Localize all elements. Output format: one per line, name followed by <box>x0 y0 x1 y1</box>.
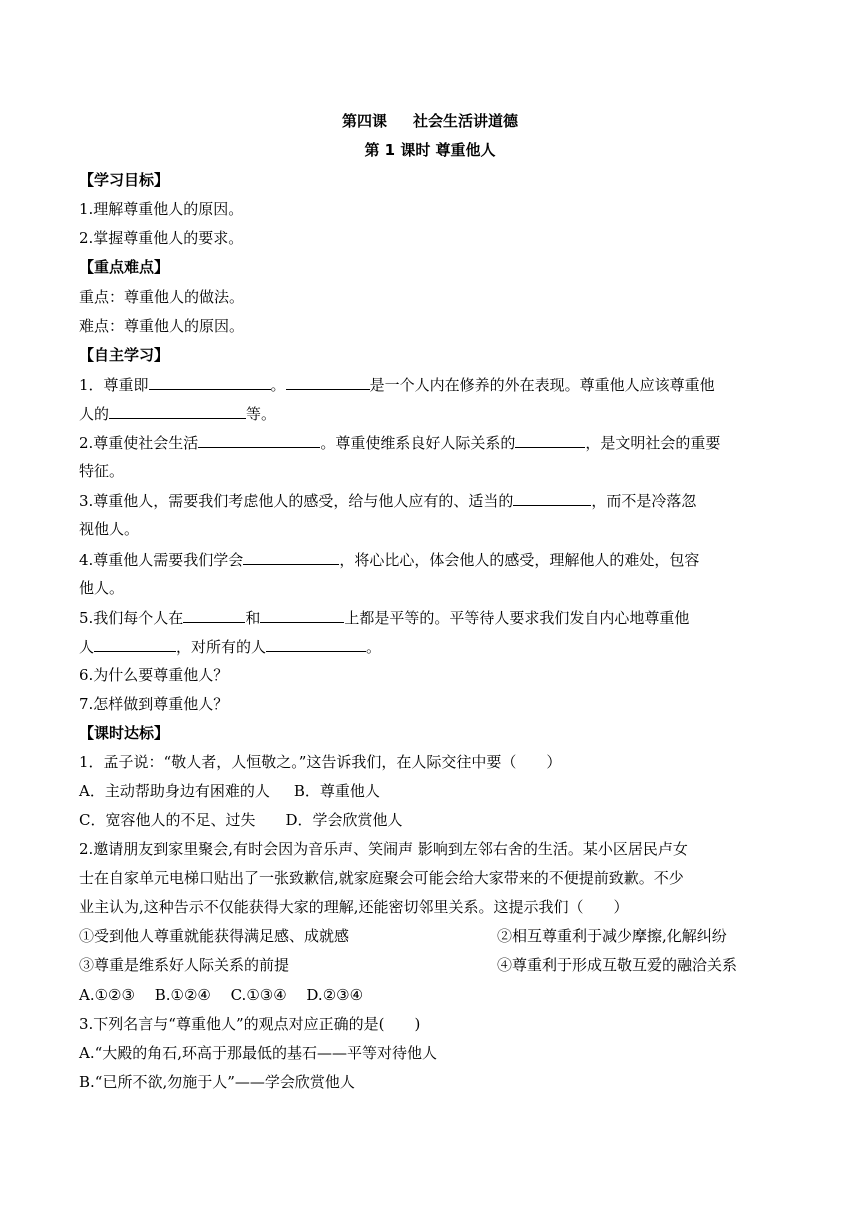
practice-q2-statements-3-4 <box>79 955 789 975</box>
section-self-study-heading: 【自主学习】 <box>79 346 170 364</box>
self-study-q3-line2: 视他人。 <box>79 520 140 538</box>
statement-4: ④尊重利于形成互敬互爱的融洽关系 <box>497 956 738 974</box>
fill-blank[interactable] <box>149 374 271 390</box>
goal-item: 1.理解尊重他人的原因。 <box>79 200 244 218</box>
fill-blank[interactable] <box>513 490 591 506</box>
option-a: A．主动帮助身边有困难的人 <box>79 782 270 800</box>
practice-q1-options-cd <box>79 810 789 830</box>
fill-blank[interactable] <box>515 432 585 448</box>
self-study-q2-line2: 特征。 <box>79 462 125 480</box>
section-goals-heading: 【学习目标】 <box>79 171 170 189</box>
lesson-title <box>0 110 860 131</box>
lesson-number: 第四课 <box>341 112 387 130</box>
self-study-q7: 7.怎样做到尊重他人？ <box>79 695 229 713</box>
self-study-q5-line2: 人 ，对所有的人 。 <box>79 638 382 656</box>
self-study-q2-line1: 2.尊重使社会生活 。尊重使维系良好人际关系的 ，是文明社会的重要 <box>79 434 721 452</box>
option-d: D．学会欣赏他人 <box>285 811 403 829</box>
practice-q3: 3.下列名言与“尊重他人”的观点对应正确的是( ) <box>79 1015 421 1033</box>
fill-blank[interactable] <box>94 636 176 652</box>
option-c: C．宽容他人的不足、过失 <box>79 811 256 829</box>
statement-1: ①受到他人尊重就能获得满足感、成就感 <box>79 927 350 945</box>
practice-q2-statements-1-2 <box>79 926 789 946</box>
fill-blank[interactable] <box>109 403 246 419</box>
fill-blank[interactable] <box>183 607 245 623</box>
self-study-q4-line2: 他人。 <box>79 579 125 597</box>
practice-q1-options-ab <box>79 781 789 801</box>
practice-q2-choices: A.①②③ B.①②④ C.①③④ D.②③④ <box>79 986 364 1004</box>
lesson-topic: 社会生活讲道德 <box>413 112 519 130</box>
self-study-q6: 6.为什么要尊重他人？ <box>79 666 229 684</box>
key-point: 重点：尊重他人的做法。 <box>79 288 245 306</box>
practice-q2-line3: 业主认为,这种告示不仅能获得大家的理解,还能密切邻里关系。这提示我们（ ） <box>79 898 629 916</box>
practice-q2-line2: 士在自家单元电梯口贴出了一张致歉信,就家庭聚会可能会给大家带来的不便提前致歉。不少 <box>79 869 684 887</box>
practice-q2-line1: 2.邀请朋友到家里聚会,有时会因为音乐声、笑闹声 影响到左邻右舍的生活。某小区居民卢女 <box>79 840 688 858</box>
self-study-q1-line2: 人的 等。 <box>79 405 277 423</box>
self-study-q4-line1: 4.尊重他人需要我们学会 ，将心比心，体会他人的感受，理解他人的难处，包容 <box>79 551 700 569</box>
fill-blank[interactable] <box>198 432 320 448</box>
self-study-q1-line1: 1．尊重即 。 是一个人内在修养的外在表现。尊重他人应该尊重他 <box>79 376 715 394</box>
lesson-subtitle: 第 1 课时 尊重他人 <box>364 141 496 159</box>
section-key-heading: 【重点难点】 <box>79 258 170 276</box>
practice-q1: 1．孟子说：“敬人者，人恒敬之。”这告诉我们，在人际交往中要（ ） <box>79 753 562 771</box>
statement-2: ②相互尊重利于减少摩擦,化解纠纷 <box>497 927 727 945</box>
fill-blank[interactable] <box>243 549 339 565</box>
fill-blank[interactable] <box>260 607 344 623</box>
practice-q3-option-b: B.“已所不欲,勿施于人”——学会欣赏他人 <box>79 1073 355 1091</box>
fill-blank[interactable] <box>266 636 366 652</box>
practice-q3-option-a: A.“大殿的角石,环高于那最低的基石——平等对待他人 <box>79 1044 438 1062</box>
goal-item: 2.掌握尊重他人的要求。 <box>79 229 244 247</box>
section-practice-heading: 【课时达标】 <box>79 724 170 742</box>
statement-3: ③尊重是维系好人际关系的前提 <box>79 956 290 974</box>
difficult-point: 难点：尊重他人的原因。 <box>79 317 245 335</box>
self-study-q5-line1: 5.我们每个人在 和 上都是平等的。平等待人要求我们发自内心地尊重他 <box>79 609 690 627</box>
fill-blank[interactable] <box>286 374 370 390</box>
self-study-q3-line1: 3.尊重他人，需要我们考虑他人的感受，给与他人应有的、适当的 ，而不是冷落忽 <box>79 492 697 510</box>
option-b: B．尊重他人 <box>293 782 380 800</box>
